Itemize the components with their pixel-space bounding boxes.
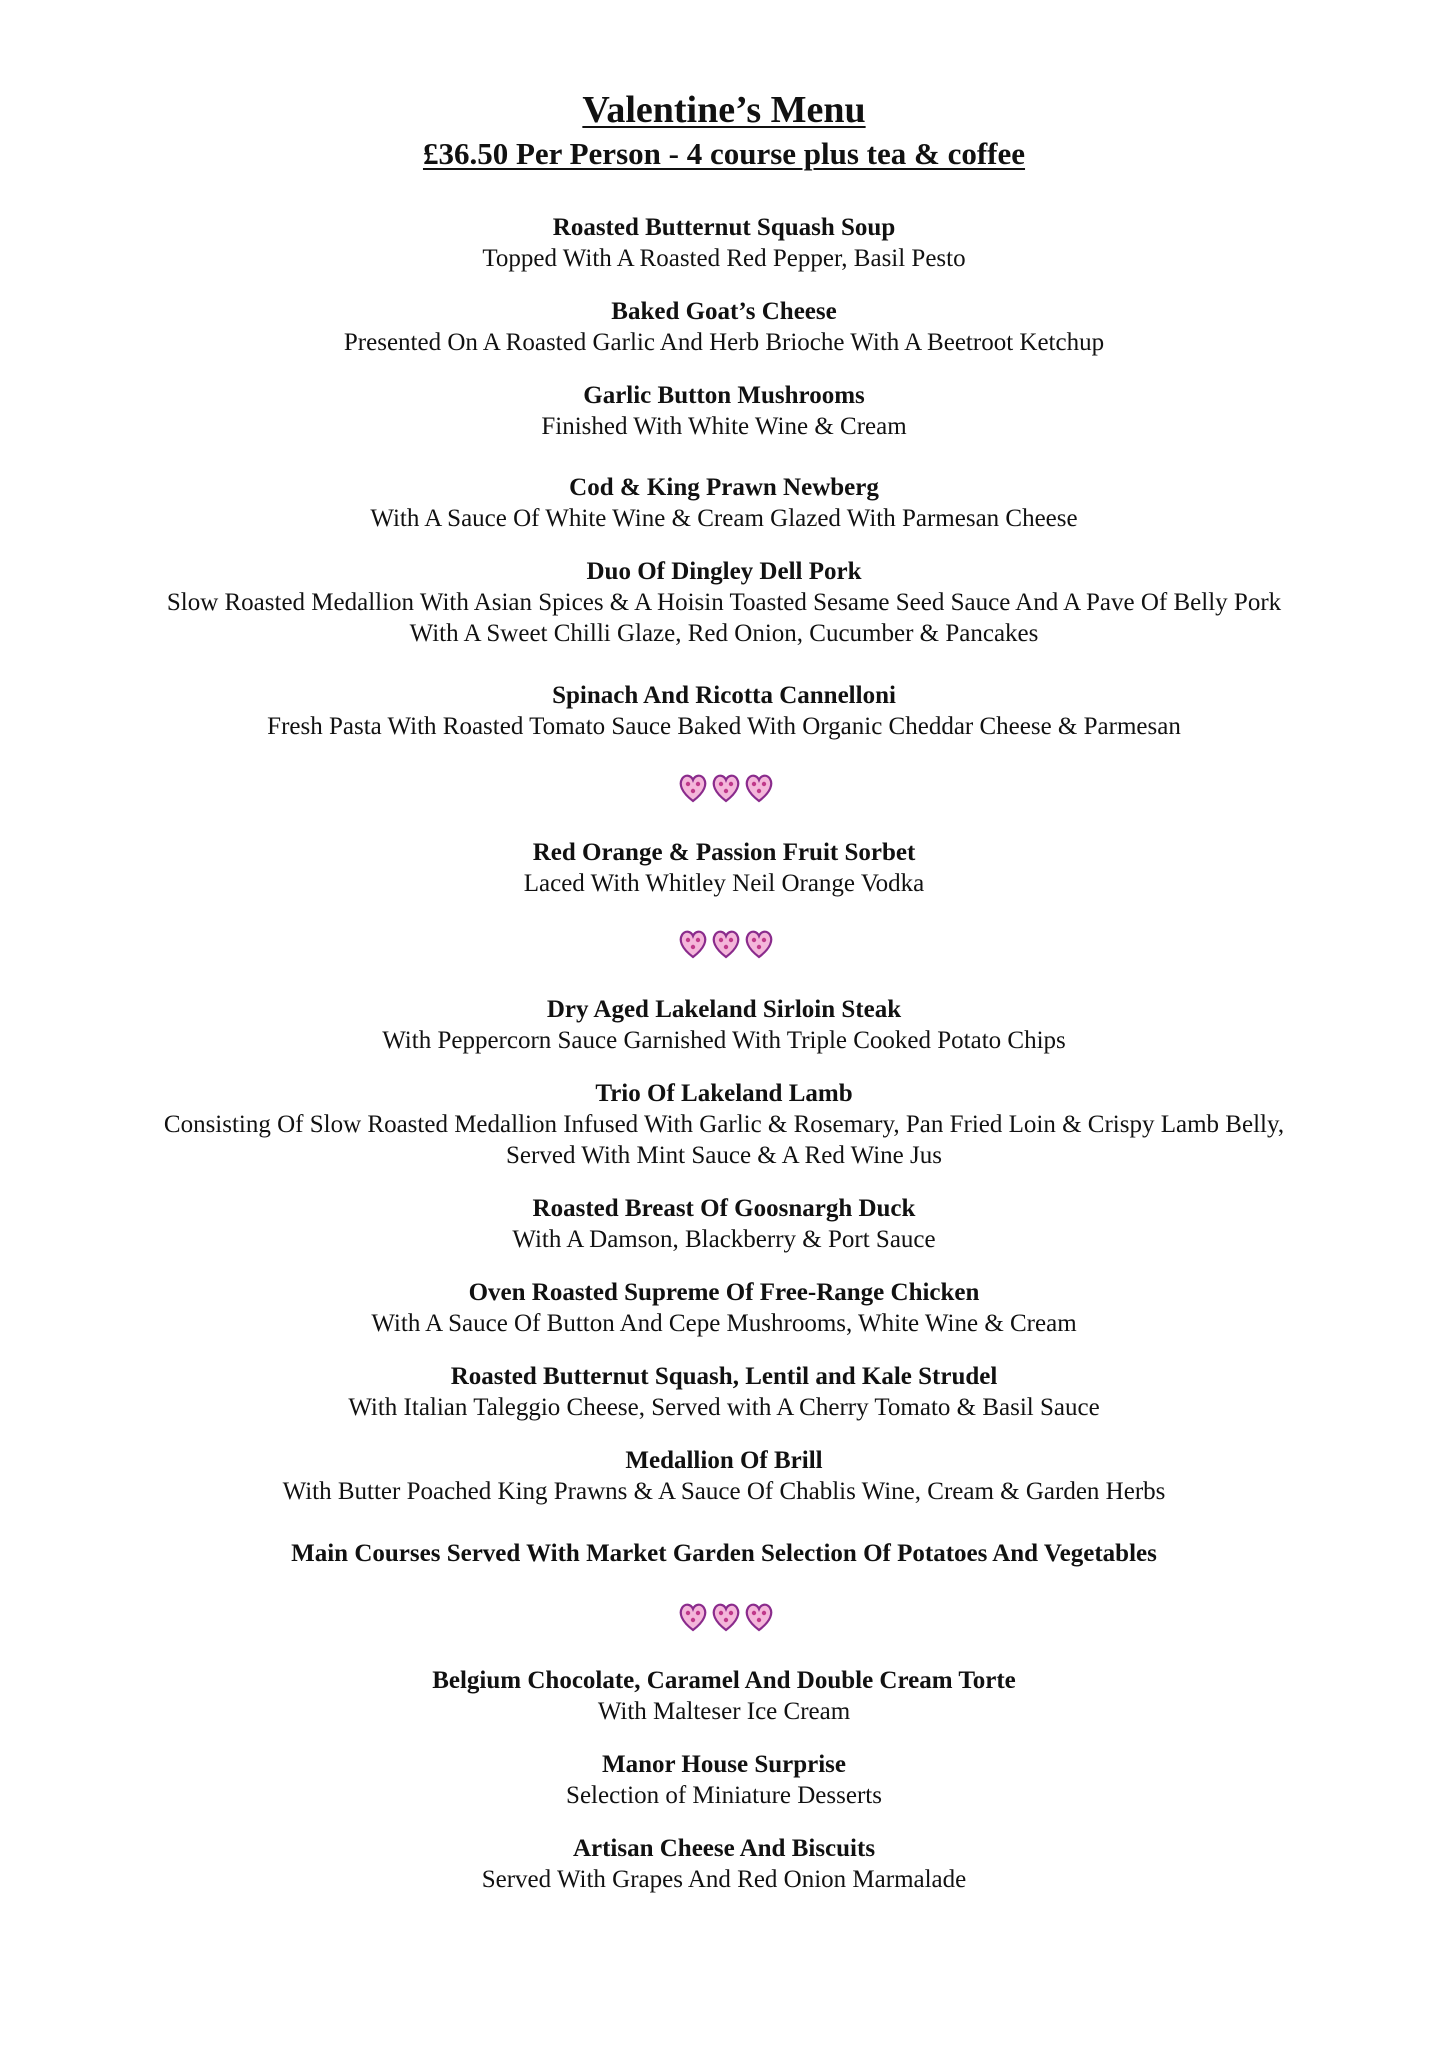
menu-item-main [0,1277,1448,1339]
menu-item-main [0,994,1448,1056]
menu-item-starter [0,680,1448,742]
dish-description: Presented On A Roasted Garlic And Herb Brioche With A Beetroot Ketchup [343,329,1105,356]
dish-description: With A Damson, Blackberry & Port Sauce [512,1226,936,1253]
dish-description: Served With Mint Sauce & A Red Wine Jus [506,1142,942,1169]
dish-name: Roasted Butternut Squash, Lentil and Kale Strudel [450,1363,998,1390]
menu-item-starter [0,472,1448,534]
dish-description: With Butter Poached King Prawns & A Sauce Of Chablis Wine, Cream & Garden Herbs [282,1478,1166,1505]
heart-icon [681,1605,705,1630]
menu-item-starter [0,556,1448,649]
dish-name: Dry Aged Lakeland Sirloin Steak [546,996,902,1023]
hearts-divider-icon [676,770,776,806]
dish-description: With Italian Taleggio Cheese, Served with A Cherry Tomato & Basil Sauce [348,1394,1100,1421]
dish-description: Selection of Miniature Desserts [566,1782,882,1809]
menu-item-sorbet [0,837,1448,899]
heart-icon [681,776,705,801]
dish-name: Spinach And Ricotta Cannelloni [552,682,896,709]
dish-description: Slow Roasted Medallion With Asian Spices & A Hoisin Toasted Sesame Seed Sauce And A Pave Of Belly Pork [166,589,1282,616]
dish-name: Garlic Button Mushrooms [583,382,865,409]
dish-name: Duo Of Dingley Dell Pork [586,558,862,585]
dish-name: Artisan Cheese And Biscuits [572,1835,876,1862]
dish-description: With A Sauce Of White Wine & Cream Glazed With Parmesan Cheese [370,505,1078,532]
dish-name: Red Orange & Passion Fruit Sorbet [532,839,916,866]
hearts-divider-icon [676,926,776,962]
menu-item-starter [0,296,1448,358]
heart-icon [747,932,771,957]
dish-name: Belgium Chocolate, Caramel And Double Cream Torte [432,1667,1016,1694]
menu-item-main [0,1445,1448,1507]
menu-item-main [0,1361,1448,1423]
menu-item-main [0,1193,1448,1255]
dish-name: Trio Of Lakeland Lamb [595,1080,853,1107]
dish-description: With Peppercorn Sauce Garnished With Triple Cooked Potato Chips [382,1027,1066,1054]
menu-item-starter [0,212,1448,274]
menu-item-dessert [0,1749,1448,1811]
heart-icon [714,1605,738,1630]
heart-icon [714,932,738,957]
heart-icon [747,1605,771,1630]
dish-name: Roasted Butternut Squash Soup [552,214,896,241]
menu-price-subtitle: £36.50 Per Person - 4 course plus tea & coffee [422,136,1026,171]
hearts-divider-icon [676,1599,776,1635]
menu-item-starter [0,380,1448,442]
dish-name: Cod & King Prawn Newberg [569,474,879,501]
heart-icon [747,776,771,801]
dish-description: Laced With Whitley Neil Orange Vodka [523,870,925,897]
dish-name: Medallion Of Brill [625,1447,823,1474]
dish-description: Consisting Of Slow Roasted Medallion Infused With Garlic & Rosemary, Pan Fried Loin & Crispy Lamb Belly, [163,1111,1285,1138]
dish-description: With Malteser Ice Cream [597,1698,851,1725]
dish-description: Served With Grapes And Red Onion Marmalade [481,1866,967,1893]
menu-item-dessert [0,1665,1448,1727]
menu-item-main [0,1078,1448,1171]
menu-item-dessert [0,1833,1448,1895]
dish-name: Oven Roasted Supreme Of Free-Range Chicken [468,1279,980,1306]
heart-icon [714,776,738,801]
heart-icon [681,932,705,957]
dish-description: With A Sauce Of Button And Cepe Mushrooms, White Wine & Cream [371,1310,1077,1337]
dish-description: Finished With White Wine & Cream [541,413,907,440]
dish-description: Fresh Pasta With Roasted Tomato Sauce Baked With Organic Cheddar Cheese & Parmesan [267,713,1181,740]
dish-description: Topped With A Roasted Red Pepper, Basil Pesto [482,245,966,272]
mains-note: Main Courses Served With Market Garden Selection Of Potatoes And Vegetables [291,1540,1157,1567]
dish-name: Baked Goat’s Cheese [611,298,837,325]
menu-title: Valentine’s Menu [582,89,866,131]
dish-description: With A Sweet Chilli Glaze, Red Onion, Cucumber & Pancakes [409,620,1039,647]
dish-name: Manor House Surprise [602,1751,846,1778]
dish-name: Roasted Breast Of Goosnargh Duck [532,1195,916,1222]
